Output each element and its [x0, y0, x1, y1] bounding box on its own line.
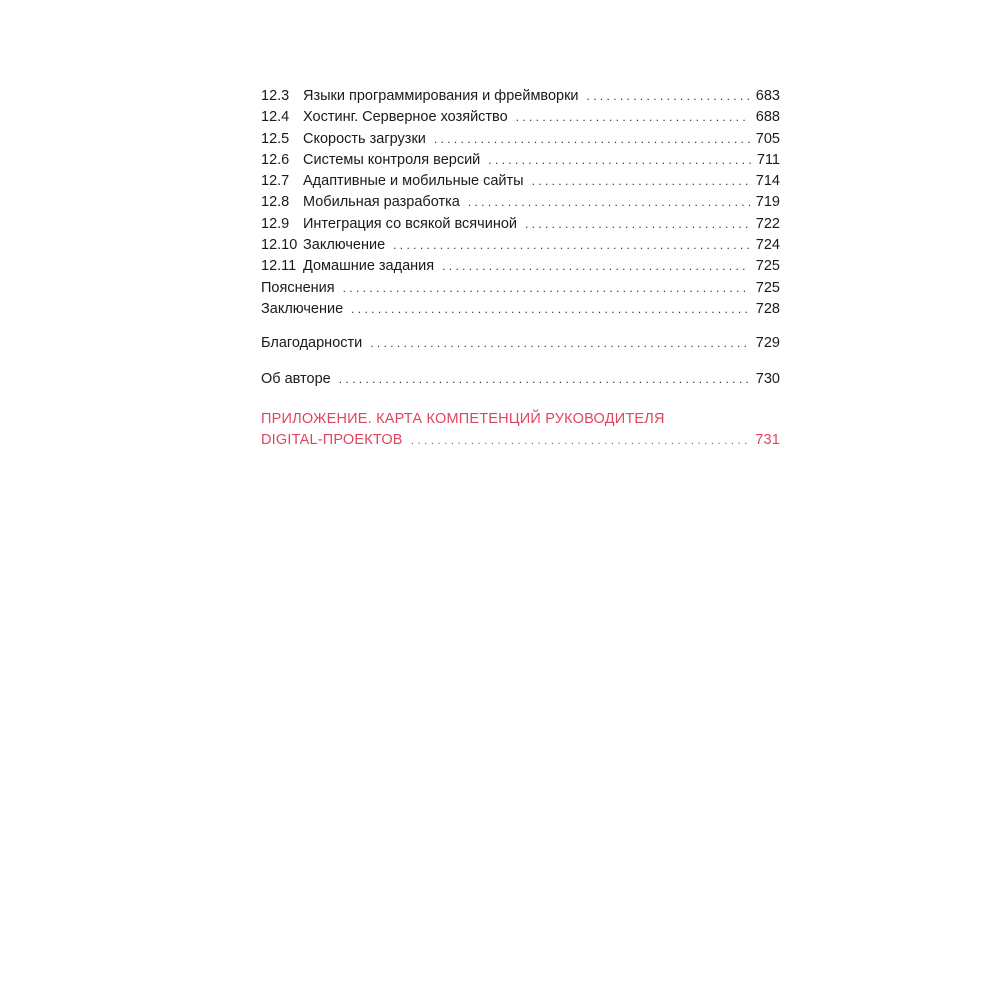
toc-entry-12-9[interactable]: [261, 214, 780, 235]
appendix-title-line2: DIGITAL-ПРОЕКТОВ: [261, 432, 403, 449]
dot-leader: [339, 369, 750, 390]
toc-entry-appendix[interactable]: [261, 409, 780, 452]
entry-title: Благодарности: [261, 335, 363, 352]
section-title: Интеграция со всякой всячиной: [303, 215, 517, 232]
page-number: 722: [755, 215, 780, 232]
page-number: 731: [755, 432, 780, 449]
section-number: 12.3: [261, 88, 290, 104]
appendix-title-line2-row: [261, 430, 780, 451]
page-number: 725: [755, 258, 780, 275]
dot-leader: [532, 171, 750, 192]
section-title: Языки программирования и фреймворки: [303, 88, 579, 104]
toc-entry-12-8[interactable]: [261, 192, 780, 213]
page-number: 730: [755, 370, 780, 387]
section-title: Мобильная разработка: [303, 194, 460, 211]
dot-leader: [343, 278, 750, 299]
toc-entry-12-6[interactable]: [261, 150, 780, 171]
section-title: Скорость загрузки: [303, 130, 426, 147]
page-number: 725: [755, 279, 780, 296]
page-number: 724: [755, 237, 780, 254]
entry-title: Об авторе: [261, 370, 331, 387]
page-number: 719: [755, 194, 780, 211]
page-number: 714: [755, 173, 780, 190]
dot-leader: [516, 107, 750, 128]
section-number: 12.9: [261, 215, 290, 232]
toc-entry-conclusion[interactable]: [261, 299, 780, 320]
dot-leader: [411, 430, 750, 451]
dot-leader: [525, 214, 750, 235]
section-number: 12.6: [261, 151, 290, 168]
page-number: 688: [755, 109, 780, 126]
section-title: Системы контроля версий: [303, 151, 481, 168]
toc-entry-12-4[interactable]: [261, 107, 780, 128]
page-number: 728: [755, 300, 780, 317]
page-number: 683: [755, 88, 780, 104]
section-number: 12.5: [261, 130, 290, 147]
section-title: Заключение: [303, 237, 386, 254]
dot-leader: [468, 192, 750, 213]
page-number: 711: [756, 151, 780, 168]
dot-leader: [351, 299, 750, 320]
entry-title: Заключение: [261, 300, 344, 317]
toc-entry-12-5[interactable]: [261, 129, 780, 150]
dot-leader: [442, 256, 750, 277]
toc-entry-acknowledgements[interactable]: [261, 333, 780, 354]
section-number: 12.11: [261, 258, 297, 275]
section-title: Адаптивные и мобильные сайты: [303, 173, 524, 190]
page-number: 705: [755, 130, 780, 147]
appendix-title-line1: ПРИЛОЖЕНИЕ. КАРТА КОМПЕТЕНЦИЙ РУКОВОДИТЕЛЯ: [261, 410, 665, 427]
dot-leader: [488, 150, 751, 171]
toc-entry-12-11[interactable]: [261, 256, 780, 277]
entry-title: Пояснения: [261, 279, 335, 296]
toc-entry-notes[interactable]: [261, 278, 780, 299]
table-of-contents: [261, 86, 780, 451]
dot-leader: [587, 86, 750, 107]
dot-leader: [434, 129, 750, 150]
section-title: Хостинг. Серверное хозяйство: [303, 109, 508, 126]
toc-entry-12-7[interactable]: [261, 171, 780, 192]
section-number: 12.7: [261, 173, 290, 190]
section-title: Домашние задания: [303, 258, 435, 275]
section-number: 12.8: [261, 194, 290, 211]
dot-leader: [393, 235, 750, 256]
toc-entry-about-author[interactable]: [261, 369, 780, 390]
page-number: 729: [755, 335, 780, 352]
section-number: 12.10: [261, 237, 298, 254]
dot-leader: [370, 333, 750, 354]
toc-entry-12-10[interactable]: [261, 235, 780, 256]
section-number: 12.4: [261, 109, 290, 126]
toc-entry-12-3[interactable]: [261, 86, 780, 107]
